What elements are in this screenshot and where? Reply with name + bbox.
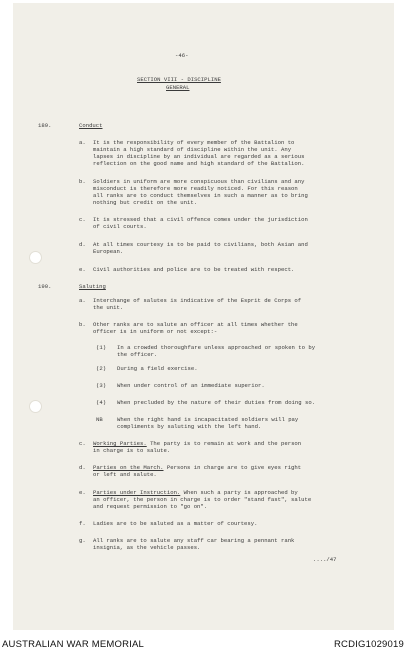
para-190-e-line: When such a party is approached by xyxy=(183,489,298,496)
punch-hole-lower xyxy=(29,400,42,413)
para-190-d-letter: d. xyxy=(79,464,86,471)
para-190-c-heading: Working Parties. xyxy=(93,440,147,447)
para-190-f-line: Ladies are to be saluted as a matter of courtesy. xyxy=(93,520,258,527)
para-189-a-line: reflection on the good name and high standard of the Battalion. xyxy=(93,160,305,167)
para-190-d-line: Persons in charge are to give eyes right xyxy=(166,464,302,471)
sub-4-line: When precluded by the nature of their duties from doing so. xyxy=(117,399,316,406)
para-190-a-line: Interchange of salutes is indicative of the Esprit de Corps of xyxy=(93,297,302,304)
para-190-number: 190. xyxy=(38,283,52,290)
para-190-b-letter: b. xyxy=(79,321,86,328)
sub-3-number: (3) xyxy=(96,382,107,389)
para-190-a-line: the unit. xyxy=(93,304,124,311)
sub-2-line: During a field exercise. xyxy=(117,365,198,372)
para-190-g-line: insignia, as the vehicle passes. xyxy=(93,544,201,551)
para-190-g-line: All ranks are to salute any staff car bearing a pennant rank xyxy=(93,537,295,544)
sub-1-line: the officer. xyxy=(117,351,158,358)
para-190-b-line: Other ranks are to salute an officer at all times whether the xyxy=(93,321,298,328)
sub-1-number: (1) xyxy=(96,344,107,351)
para-190-g-letter: g. xyxy=(79,537,86,544)
para-189-d-letter: d. xyxy=(79,241,86,248)
para-189-e-line: Civil authorities and police are to be treated with respect. xyxy=(93,266,295,273)
sub-3-line: When under control of an immediate superior. xyxy=(117,382,265,389)
nb-line: compliments by saluting with the left hand. xyxy=(117,423,262,430)
para-190-d-line: or left and salute. xyxy=(93,471,157,478)
para-189-b-line: nothing but credit on the unit. xyxy=(93,199,198,206)
footer-source: AUSTRALIAN WAR MEMORIAL xyxy=(2,639,145,650)
para-190-e-letter: e. xyxy=(79,489,86,496)
para-190-a-letter: a. xyxy=(79,297,86,304)
para-190-b-line: officer is in uniform or not except:- xyxy=(93,328,218,335)
continuation-marker: ..../47 xyxy=(313,556,337,563)
sub-2-number: (2) xyxy=(96,365,107,372)
para-189-b-letter: b. xyxy=(79,178,86,185)
footer-record-id: RCDIG1029019 xyxy=(334,639,404,650)
para-189-b-line: all ranks are to conduct themselves in such a manner as to bring xyxy=(93,192,308,199)
para-190-heading: Saluting xyxy=(79,283,106,290)
sub-4-number: (4) xyxy=(96,399,107,406)
para-189-d-line: European. xyxy=(93,248,124,255)
section-subtitle: GENERAL xyxy=(166,84,190,91)
para-189-b-line: Soldiers in uniform are more conspicuous than civilians and any xyxy=(93,178,305,185)
para-189-heading: Conduct xyxy=(79,122,103,129)
para-189-a-line: maintain a high standard of discipline within the unit. Any xyxy=(93,146,292,153)
page-number: -46- xyxy=(175,52,189,59)
sub-1-line: In a crowded thoroughfare unless approached or spoken to by xyxy=(117,344,316,351)
para-190-d-heading: Parties on the March. xyxy=(93,464,164,471)
para-190-c-line: in charge is to salute. xyxy=(93,447,171,454)
para-189-number: 189. xyxy=(38,122,52,129)
para-189-a-line: lapses in discipline by an individual are regarded as a serious xyxy=(93,153,305,160)
document-page xyxy=(13,3,394,630)
para-190-e-line: and request permission to "go on". xyxy=(93,503,208,510)
para-190-e-line: an officer, the person in charge is to order "stand fast", salute xyxy=(93,496,312,503)
punch-hole-upper xyxy=(29,251,42,264)
para-189-c-line: of civil courts. xyxy=(93,223,147,230)
section-title: SECTION VIII - DISCIPLINE xyxy=(137,76,221,83)
nb-label: NB xyxy=(96,416,103,423)
para-190-c-letter: c. xyxy=(79,440,86,447)
para-189-a-letter: a. xyxy=(79,139,86,146)
para-189-c-line: It is stressed that a civil offence comes under the jurisdiction xyxy=(93,216,308,223)
para-190-f-letter: f. xyxy=(79,520,86,527)
para-190-e-heading: Parties under Instruction. xyxy=(93,489,181,496)
para-190-c-line: The party is to remain at work and the person xyxy=(150,440,302,447)
para-189-b-line: misconduct is therefore more readily noticed. For this reason xyxy=(93,185,298,192)
para-189-d-line: At all times courtesy is to be paid to civilians, both Asian and xyxy=(93,241,308,248)
para-189-c-letter: c. xyxy=(79,216,86,223)
para-189-a-line: It is the responsibility of every member of the Battalion to xyxy=(93,139,295,146)
nb-line: When the right hand is incapacitated soldiers will pay xyxy=(117,416,299,423)
para-189-e-letter: e. xyxy=(79,266,86,273)
